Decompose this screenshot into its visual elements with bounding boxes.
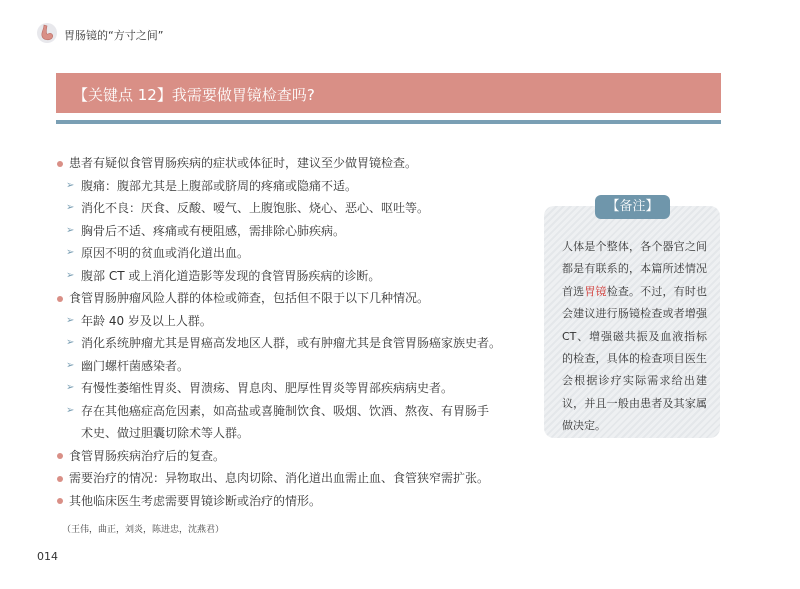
sub-bullet-item: ➢ 存在其他癌症高危因素，如高盐或喜腌制饮食、吸烟、饮酒、熬夜、有胃肠手 <box>56 400 516 423</box>
note-highlight: 胃镜 <box>584 284 607 298</box>
sub-bullet-item: ➢ 腹部 CT 或上消化道造影等发现的食管胃肠疾病的诊断。 <box>56 265 516 288</box>
continuation-line: 术史、做过胆囊切除术等人群。 <box>81 426 250 440</box>
stomach-icon <box>37 22 57 44</box>
note-label: 【备注】 <box>595 195 670 219</box>
bullet-item: 患者有疑似食管胃肠疾病的症状或体征时，建议至少做胃镜检查。 <box>56 152 516 175</box>
sub-bullet-item: ➢ 年龄 40 岁及以上人群。 <box>56 310 516 333</box>
note-text-after: 检查。不过，有时也会建议进行肠镜检查或者增强 CT、增强磁共振及血液指标的检查，具体的检查项目医生会根据诊疗实际需求给出建议，并且一般由患者及其家属做决定。 <box>562 284 708 433</box>
sub-bullet-item: ➢ 有慢性萎缩性胃炎、胃溃疡、胃息肉、肥厚性胃炎等胃部疾病病史者。 <box>56 377 516 400</box>
divider <box>56 120 721 124</box>
sub-bullet-item: ➢ 幽门螺杆菌感染者。 <box>56 355 516 378</box>
sub-bullet-item: ➢ 消化系统肿瘤尤其是胃癌高发地区人群，或有肿瘤尤其是食管胃肠癌家族史者。 <box>56 332 516 355</box>
sub-bullet-item: ➢ 原因不明的贫血或消化道出血。 <box>56 242 516 265</box>
authors: （王伟，曲正，刘炎，陈进忠，沈燕君） <box>62 525 225 535</box>
bullet-item: 需要治疗的情况：异物取出、息肉切除、消化道出血需止血、食管狭窄需扩张。 <box>56 467 516 490</box>
banner-title: 【关键点 12】我需要做胃镜检查吗? <box>73 86 315 104</box>
header-title: 胃肠镜的“方寸之间” <box>64 29 164 42</box>
bullet-item: 其他临床医生考虑需要胃镜诊断或治疗的情形。 <box>56 490 516 513</box>
content-list <box>56 152 516 512</box>
section-banner <box>56 73 721 113</box>
bullet-item: 食管胃肠疾病治疗后的复查。 <box>56 445 516 468</box>
bullet-item: 食管胃肠肿瘤风险人群的体检或筛查，包括但不限于以下几种情况。 <box>56 287 516 310</box>
page-number: 014 <box>37 550 58 563</box>
sub-bullet-item: ➢ 腹痛：腹部尤其是上腹部或脐周的疼痛或隐痛不适。 <box>56 175 516 198</box>
sub-bullet-item: ➢ 胸骨后不适、疼痛或有梗阻感，需排除心肺疾病。 <box>56 220 516 243</box>
sub-bullet-item: ➢ 消化不良：厌食、反酸、嗳气、上腹饱胀、烧心、恶心、呕吐等。 <box>56 197 516 220</box>
note-text <box>562 236 707 438</box>
note-text-before: 人体是个整体，各个器官之间都是有联系的，本篇所述情况首选 <box>562 240 707 298</box>
